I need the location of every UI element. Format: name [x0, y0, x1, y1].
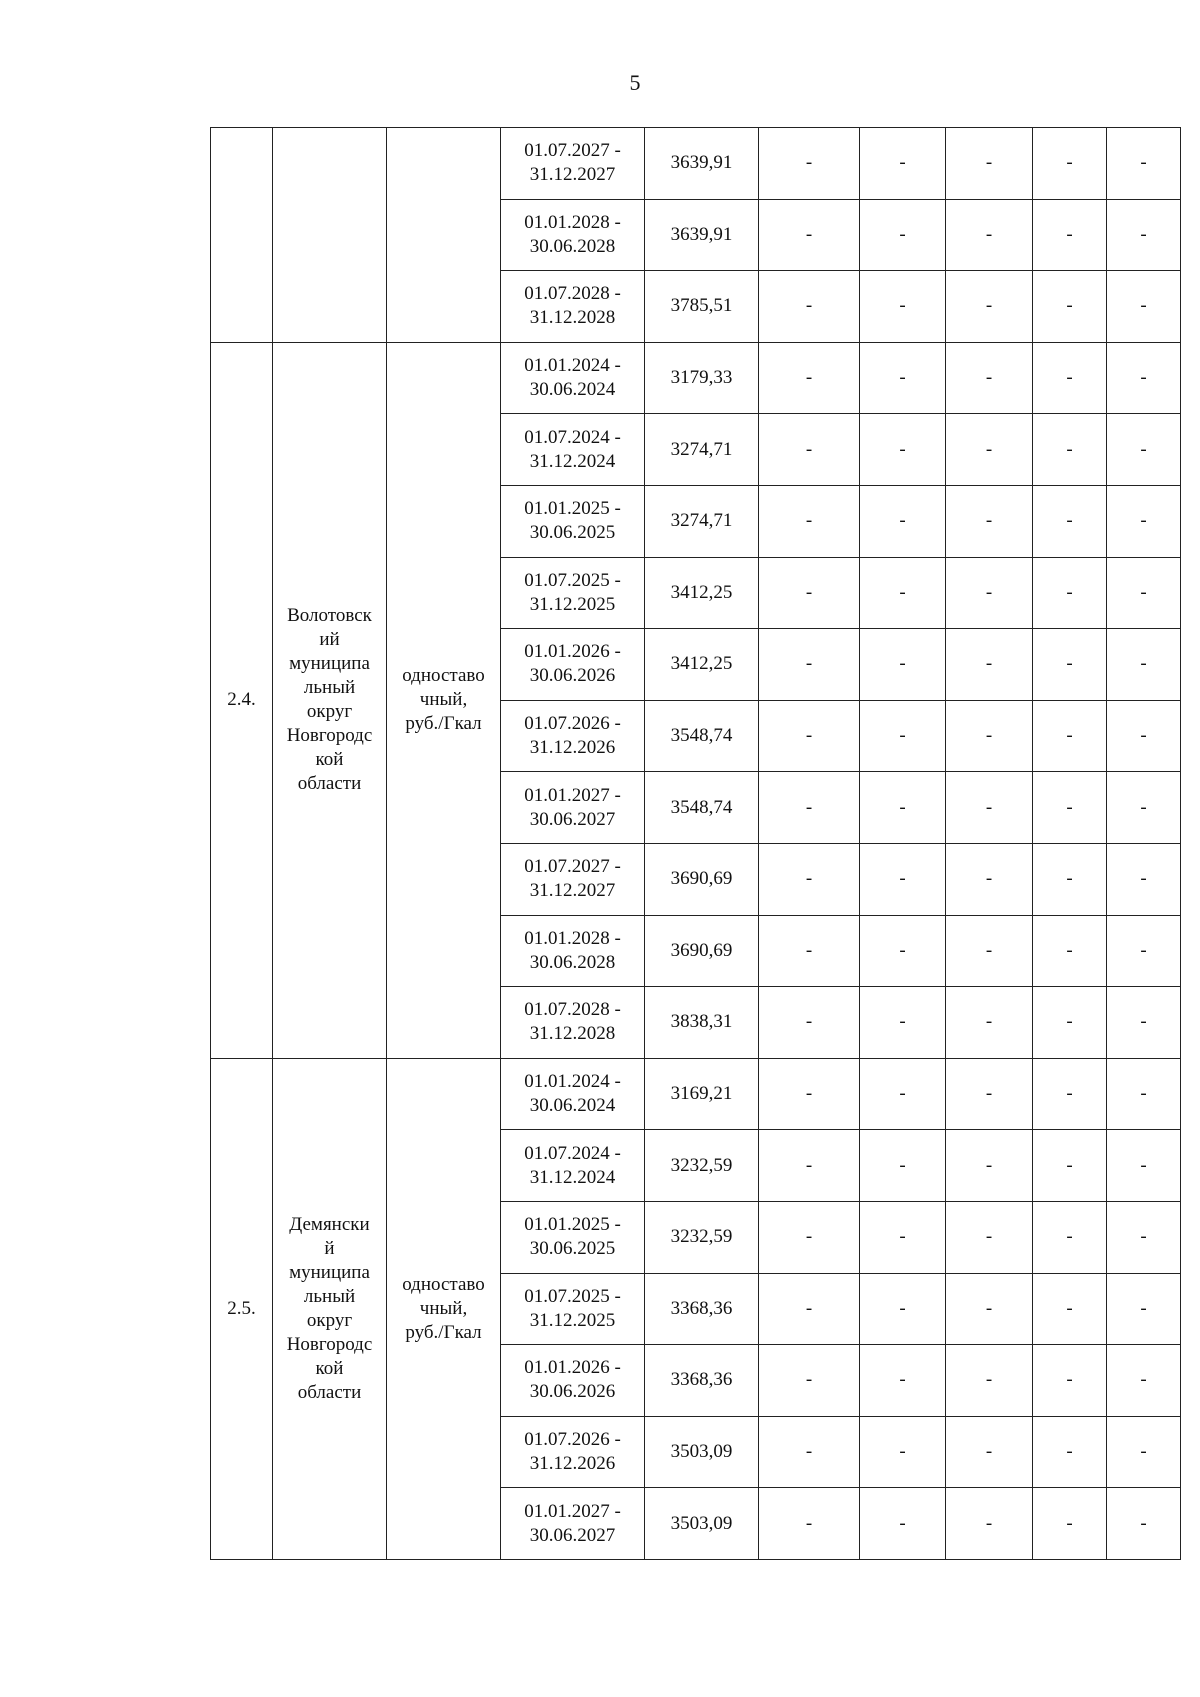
- period-cell: [501, 772, 645, 844]
- empty-value-cell: -: [1107, 1416, 1181, 1488]
- municipality-name-line: Волотовск: [287, 605, 372, 627]
- empty-value-cell: -: [1107, 629, 1181, 701]
- period-start: 01.07.2025 -: [524, 569, 621, 591]
- empty-value-cell: -: [946, 772, 1033, 844]
- empty-value-cell: -: [946, 700, 1033, 772]
- empty-value-cell: -: [759, 1058, 860, 1130]
- period-end: 30.06.2026: [529, 1381, 616, 1403]
- tariff-value-cell: 3503,09: [645, 1416, 759, 1488]
- period-cell: [501, 1058, 645, 1130]
- period-cell: [501, 128, 645, 200]
- period-end: 31.12.2027: [529, 164, 616, 186]
- empty-value-cell: -: [860, 557, 946, 629]
- municipality-name-line: муниципа: [289, 1261, 370, 1283]
- municipality-name-cell: [273, 1058, 387, 1559]
- empty-value-cell: -: [1033, 1201, 1107, 1273]
- period-cell: [501, 271, 645, 343]
- tariff-value-cell: 3639,91: [645, 199, 759, 271]
- empty-value-cell: -: [1033, 700, 1107, 772]
- empty-value-cell: -: [946, 915, 1033, 987]
- period-end: 30.06.2028: [529, 235, 616, 257]
- empty-value-cell: -: [1107, 414, 1181, 486]
- empty-value-cell: -: [1107, 1273, 1181, 1345]
- period-end: 30.06.2024: [529, 1095, 616, 1117]
- municipality-name-line: муниципа: [289, 653, 370, 675]
- empty-value-cell: -: [759, 1488, 860, 1560]
- period-cell: [501, 1273, 645, 1345]
- empty-value-cell: -: [946, 843, 1033, 915]
- empty-value-cell: -: [1107, 772, 1181, 844]
- period-start: 01.01.2026 -: [524, 1357, 621, 1379]
- period-start: 01.07.2024 -: [524, 1142, 621, 1164]
- empty-value-cell: -: [759, 1273, 860, 1345]
- tariff-unit-cell: [387, 128, 501, 343]
- empty-value-cell: -: [759, 1130, 860, 1202]
- empty-value-cell: -: [759, 485, 860, 557]
- empty-value-cell: -: [1033, 1345, 1107, 1417]
- period-end: 31.12.2025: [529, 1309, 616, 1331]
- tariff-value-cell: 3274,71: [645, 414, 759, 486]
- period-cell: [501, 843, 645, 915]
- empty-value-cell: -: [1033, 414, 1107, 486]
- empty-value-cell: -: [759, 843, 860, 915]
- period-cell: [501, 1345, 645, 1417]
- empty-value-cell: -: [946, 1130, 1033, 1202]
- empty-value-cell: -: [860, 700, 946, 772]
- tariff-value-cell: 3639,91: [645, 128, 759, 200]
- empty-value-cell: -: [759, 342, 860, 414]
- empty-value-cell: -: [1107, 128, 1181, 200]
- tariff-value-cell: 3548,74: [645, 700, 759, 772]
- municipality-name-line: Демянски: [289, 1213, 370, 1235]
- period-end: 31.12.2028: [529, 307, 616, 329]
- empty-value-cell: -: [1033, 1130, 1107, 1202]
- empty-value-cell: -: [1107, 271, 1181, 343]
- empty-value-cell: -: [759, 128, 860, 200]
- empty-value-cell: -: [1107, 843, 1181, 915]
- empty-value-cell: -: [759, 1201, 860, 1273]
- empty-value-cell: -: [860, 128, 946, 200]
- tariff-unit-cell: [387, 1058, 501, 1559]
- municipality-name-line: й: [324, 1237, 335, 1259]
- period-cell: [501, 629, 645, 701]
- tariff-value-cell: 3690,69: [645, 843, 759, 915]
- period-cell: [501, 199, 645, 271]
- period-end: 30.06.2024: [529, 379, 616, 401]
- empty-value-cell: -: [860, 1273, 946, 1345]
- municipality-name-line: округ: [306, 1309, 353, 1331]
- period-start: 01.07.2028 -: [524, 999, 621, 1021]
- empty-value-cell: -: [759, 199, 860, 271]
- municipality-name-line: области: [297, 773, 362, 795]
- empty-value-cell: -: [946, 485, 1033, 557]
- period-start: 01.07.2028 -: [524, 283, 621, 305]
- table-row: [211, 128, 1181, 200]
- tariff-value-cell: 3232,59: [645, 1201, 759, 1273]
- municipality-name-line: льный: [303, 1285, 356, 1307]
- period-start: 01.01.2026 -: [524, 641, 621, 663]
- empty-value-cell: -: [860, 485, 946, 557]
- municipality-name-line: льный: [303, 677, 356, 699]
- empty-value-cell: -: [1107, 342, 1181, 414]
- period-cell: [501, 1201, 645, 1273]
- empty-value-cell: -: [860, 1488, 946, 1560]
- empty-value-cell: -: [1107, 485, 1181, 557]
- empty-value-cell: -: [759, 271, 860, 343]
- group-index-cell: 2.4.: [211, 342, 273, 1058]
- empty-value-cell: -: [1107, 1058, 1181, 1130]
- municipality-name-line: Новгородс: [286, 725, 373, 747]
- empty-value-cell: -: [860, 915, 946, 987]
- municipality-name-line: кой: [315, 1357, 344, 1379]
- empty-value-cell: -: [1033, 629, 1107, 701]
- empty-value-cell: -: [860, 1201, 946, 1273]
- empty-value-cell: -: [946, 342, 1033, 414]
- period-end: 30.06.2028: [529, 951, 616, 973]
- tariff-unit-line: руб./Гкал: [405, 1321, 482, 1343]
- tariff-value-cell: 3690,69: [645, 915, 759, 987]
- empty-value-cell: -: [946, 1201, 1033, 1273]
- municipality-name-line: области: [297, 1381, 362, 1403]
- empty-value-cell: -: [860, 271, 946, 343]
- empty-value-cell: -: [946, 128, 1033, 200]
- tariff-value-cell: 3503,09: [645, 1488, 759, 1560]
- tariff-value-cell: 3179,33: [645, 342, 759, 414]
- period-start: 01.01.2025 -: [524, 498, 621, 520]
- tariff-unit-line: одноставо: [402, 1273, 485, 1295]
- empty-value-cell: -: [1033, 557, 1107, 629]
- empty-value-cell: -: [759, 1345, 860, 1417]
- table-row: [211, 1058, 1181, 1130]
- empty-value-cell: -: [946, 1488, 1033, 1560]
- tariff-table: [210, 127, 1181, 1560]
- empty-value-cell: -: [860, 414, 946, 486]
- tariff-value-cell: 3368,36: [645, 1273, 759, 1345]
- tariff-unit-line: одноставо: [402, 665, 485, 687]
- empty-value-cell: -: [1107, 557, 1181, 629]
- table-body: [211, 128, 1181, 1560]
- period-end: 31.12.2028: [529, 1023, 616, 1045]
- period-start: 01.07.2027 -: [524, 856, 621, 878]
- period-start: 01.01.2024 -: [524, 1071, 621, 1093]
- tariff-unit-line: чный,: [419, 1297, 468, 1319]
- empty-value-cell: -: [1107, 987, 1181, 1059]
- period-start: 01.01.2028 -: [524, 927, 621, 949]
- empty-value-cell: -: [1033, 1273, 1107, 1345]
- period-start: 01.01.2028 -: [524, 211, 621, 233]
- empty-value-cell: -: [860, 987, 946, 1059]
- empty-value-cell: -: [1033, 1488, 1107, 1560]
- tariff-value-cell: 3274,71: [645, 485, 759, 557]
- period-end: 31.12.2026: [529, 1452, 616, 1474]
- group-index-cell: [211, 128, 273, 343]
- empty-value-cell: -: [1033, 199, 1107, 271]
- empty-value-cell: -: [860, 843, 946, 915]
- empty-value-cell: -: [860, 1416, 946, 1488]
- period-cell: [501, 342, 645, 414]
- empty-value-cell: -: [1107, 199, 1181, 271]
- period-end: 30.06.2027: [529, 808, 616, 830]
- tariff-value-cell: 3412,25: [645, 557, 759, 629]
- tariff-value-cell: 3412,25: [645, 629, 759, 701]
- empty-value-cell: -: [1107, 700, 1181, 772]
- empty-value-cell: -: [946, 629, 1033, 701]
- tariff-value-cell: 3368,36: [645, 1345, 759, 1417]
- period-end: 30.06.2026: [529, 665, 616, 687]
- empty-value-cell: -: [1033, 772, 1107, 844]
- empty-value-cell: -: [946, 1058, 1033, 1130]
- tariff-value-cell: 3232,59: [645, 1130, 759, 1202]
- empty-value-cell: -: [946, 557, 1033, 629]
- period-cell: [501, 557, 645, 629]
- group-index-cell: 2.5.: [211, 1058, 273, 1559]
- empty-value-cell: -: [759, 629, 860, 701]
- period-start: 01.01.2025 -: [524, 1214, 621, 1236]
- empty-value-cell: -: [860, 199, 946, 271]
- empty-value-cell: -: [759, 772, 860, 844]
- empty-value-cell: -: [860, 772, 946, 844]
- empty-value-cell: -: [1033, 1058, 1107, 1130]
- empty-value-cell: -: [759, 915, 860, 987]
- period-end: 30.06.2025: [529, 522, 616, 544]
- empty-value-cell: -: [946, 1345, 1033, 1417]
- empty-value-cell: -: [1033, 342, 1107, 414]
- empty-value-cell: -: [1033, 271, 1107, 343]
- empty-value-cell: -: [1107, 1488, 1181, 1560]
- empty-value-cell: -: [1033, 915, 1107, 987]
- period-end: 30.06.2027: [529, 1524, 616, 1546]
- period-start: 01.07.2026 -: [524, 713, 621, 735]
- municipality-name-line: Новгородс: [286, 1333, 373, 1355]
- period-start: 01.07.2025 -: [524, 1285, 621, 1307]
- empty-value-cell: -: [860, 1058, 946, 1130]
- empty-value-cell: -: [946, 987, 1033, 1059]
- empty-value-cell: -: [1033, 485, 1107, 557]
- empty-value-cell: -: [1033, 128, 1107, 200]
- period-cell: [501, 1130, 645, 1202]
- period-cell: [501, 414, 645, 486]
- empty-value-cell: -: [946, 271, 1033, 343]
- period-cell: [501, 1488, 645, 1560]
- tariff-value-cell: 3785,51: [645, 271, 759, 343]
- empty-value-cell: -: [1033, 987, 1107, 1059]
- empty-value-cell: -: [1107, 1130, 1181, 1202]
- period-end: 31.12.2026: [529, 737, 616, 759]
- empty-value-cell: -: [1033, 1416, 1107, 1488]
- empty-value-cell: -: [759, 987, 860, 1059]
- period-start: 01.07.2026 -: [524, 1428, 621, 1450]
- municipality-name-cell: [273, 128, 387, 343]
- tariff-unit-line: чный,: [419, 689, 468, 711]
- empty-value-cell: -: [1107, 1345, 1181, 1417]
- period-end: 31.12.2024: [529, 450, 616, 472]
- period-start: 01.01.2027 -: [524, 784, 621, 806]
- period-end: 31.12.2027: [529, 880, 616, 902]
- period-cell: [501, 915, 645, 987]
- period-cell: [501, 700, 645, 772]
- empty-value-cell: -: [759, 414, 860, 486]
- tariff-value-cell: 3838,31: [645, 987, 759, 1059]
- municipality-name-cell: [273, 342, 387, 1058]
- period-end: 31.12.2025: [529, 593, 616, 615]
- period-end: 30.06.2025: [529, 1238, 616, 1260]
- empty-value-cell: -: [1107, 1201, 1181, 1273]
- period-cell: [501, 987, 645, 1059]
- empty-value-cell: -: [946, 1416, 1033, 1488]
- empty-value-cell: -: [1107, 915, 1181, 987]
- empty-value-cell: -: [860, 629, 946, 701]
- empty-value-cell: -: [946, 199, 1033, 271]
- empty-value-cell: -: [860, 1130, 946, 1202]
- empty-value-cell: -: [759, 700, 860, 772]
- period-cell: [501, 1416, 645, 1488]
- table-row: [211, 342, 1181, 414]
- period-end: 31.12.2024: [529, 1166, 616, 1188]
- municipality-name-line: округ: [306, 701, 353, 723]
- period-cell: [501, 485, 645, 557]
- period-start: 01.07.2027 -: [524, 140, 621, 162]
- tariff-value-cell: 3169,21: [645, 1058, 759, 1130]
- empty-value-cell: -: [759, 1416, 860, 1488]
- period-start: 01.07.2024 -: [524, 426, 621, 448]
- empty-value-cell: -: [1033, 843, 1107, 915]
- empty-value-cell: -: [860, 1345, 946, 1417]
- municipality-name-line: ий: [319, 629, 340, 651]
- municipality-name-line: кой: [315, 749, 344, 771]
- tariff-unit-cell: [387, 342, 501, 1058]
- period-start: 01.01.2027 -: [524, 1500, 621, 1522]
- tariff-unit-line: руб./Гкал: [405, 713, 482, 735]
- empty-value-cell: -: [946, 1273, 1033, 1345]
- empty-value-cell: -: [759, 557, 860, 629]
- tariff-value-cell: 3548,74: [645, 772, 759, 844]
- empty-value-cell: -: [860, 342, 946, 414]
- page-number: 5: [629, 70, 641, 95]
- period-start: 01.01.2024 -: [524, 355, 621, 377]
- empty-value-cell: -: [946, 414, 1033, 486]
